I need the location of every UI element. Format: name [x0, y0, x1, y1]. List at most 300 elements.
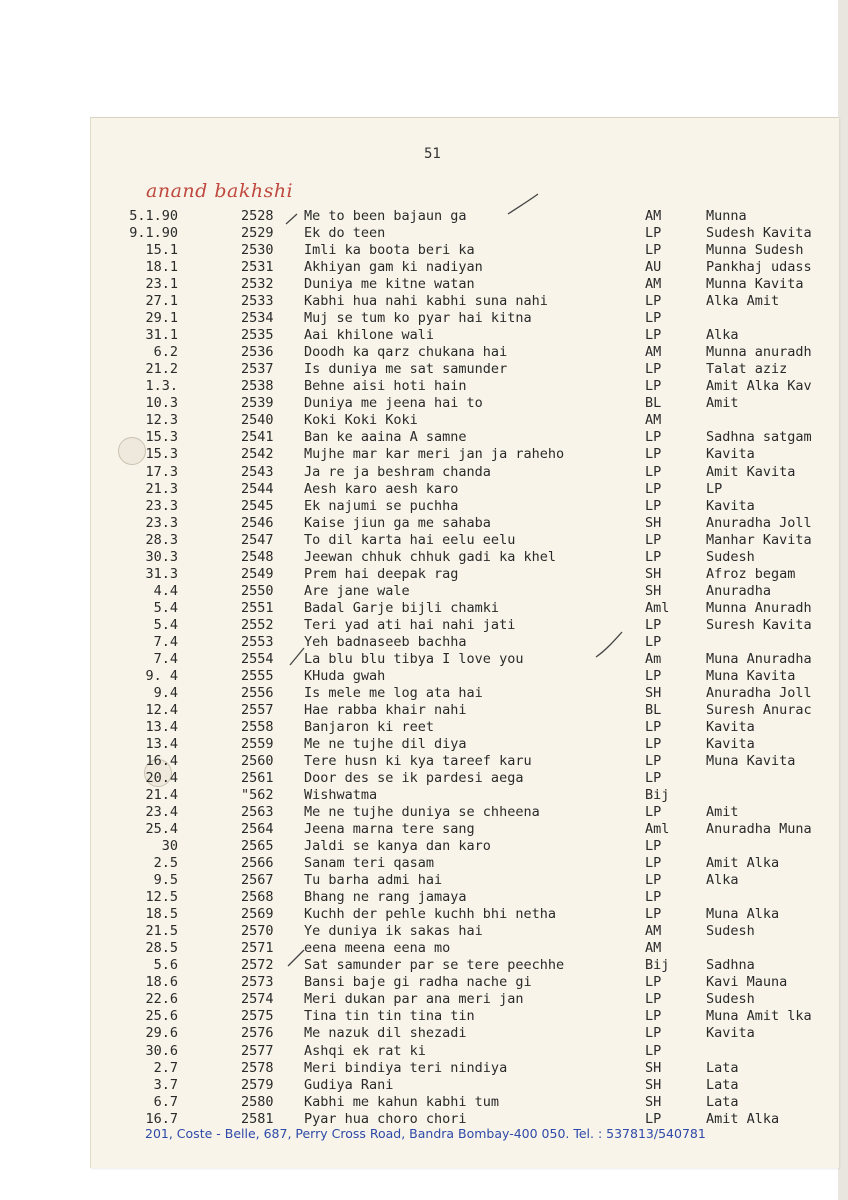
row-title: Sat samunder par se tere peechhe	[304, 957, 565, 974]
row-date: 23.3	[145, 514, 178, 531]
row-date: 2.7	[153, 1059, 178, 1076]
ledger-row	[0, 753, 848, 770]
ledger-row	[0, 651, 848, 668]
row-date: 28.5	[145, 940, 178, 957]
row-number: 2536	[241, 344, 274, 361]
row-date: 5.4	[153, 616, 178, 633]
row-label: LP	[645, 327, 662, 344]
row-date: 21.5	[145, 923, 178, 940]
row-number: 2572	[241, 957, 274, 974]
row-singers: LP	[706, 480, 723, 497]
row-label: LP	[645, 242, 662, 259]
row-title: Is duniya me sat samunder	[304, 361, 508, 378]
row-singers: Suresh Anurac	[706, 701, 812, 718]
row-title: Mujhe mar kar meri jan ja raheho	[304, 446, 565, 463]
row-title: Ban ke aaina A samne	[304, 429, 467, 446]
row-singers: Munna	[706, 208, 747, 224]
row-date: 18.5	[145, 906, 178, 923]
row-date: 16.7	[145, 1110, 178, 1127]
row-number: 2564	[241, 821, 274, 838]
row-date: 25.4	[145, 821, 178, 838]
row-date: 10.3	[145, 395, 178, 412]
row-title: Me ne tujhe dil diya	[304, 735, 467, 752]
row-singers: Sudesh	[706, 991, 755, 1008]
row-label: LP	[645, 378, 662, 395]
row-title: Prem hai deepak rag	[304, 565, 459, 582]
row-title: Muj se tum ko pyar hai kitna	[304, 310, 532, 327]
row-singers: Anuradha Joll	[706, 514, 812, 531]
row-label: AM	[645, 344, 662, 361]
ledger-row	[0, 685, 848, 702]
row-title: Is mele me log ata hai	[304, 684, 483, 701]
ledger-row	[0, 446, 848, 463]
row-singers: Suresh Kavita	[706, 616, 812, 633]
row-number: 2568	[241, 889, 274, 906]
ledger-row	[0, 1094, 848, 1111]
ledger-row	[0, 804, 848, 821]
row-date: 4.4	[153, 582, 178, 599]
row-singers: Munna Kavita	[706, 276, 804, 293]
ledger-row	[0, 923, 848, 940]
ledger-row	[0, 395, 848, 412]
row-title: Meri dukan par ana meri jan	[304, 991, 524, 1008]
ledger-row	[0, 532, 848, 549]
row-date: 12.4	[145, 701, 178, 718]
ledger-row	[0, 566, 848, 583]
row-date: 18.6	[145, 974, 178, 991]
row-number: 2565	[241, 838, 274, 855]
row-number: 2549	[241, 565, 274, 582]
row-singers: Sudesh	[706, 923, 755, 940]
row-number: 2553	[241, 633, 274, 650]
row-singers: Amit Alka Kav	[706, 378, 812, 395]
ledger-row	[0, 855, 848, 872]
ledger-row	[0, 259, 848, 276]
row-number: 2535	[241, 327, 274, 344]
row-singers: Kavita	[706, 446, 755, 463]
row-title: Me to been bajaun ga	[304, 208, 467, 224]
row-label: SH	[645, 1059, 662, 1076]
row-label: SH	[645, 684, 662, 701]
row-date: 30.6	[145, 1042, 178, 1059]
row-number: 2566	[241, 855, 274, 872]
row-title: KHuda gwah	[304, 667, 386, 684]
row-number: 2574	[241, 991, 274, 1008]
row-number: 2547	[241, 531, 274, 548]
row-title: Ek najumi se puchha	[304, 497, 459, 514]
row-title: La blu blu tibya I love you	[304, 650, 524, 667]
row-number: 2558	[241, 718, 274, 735]
row-singers: Sadhna satgam	[706, 429, 812, 446]
row-title: Banjaron ki reet	[304, 718, 435, 735]
row-singers: Kavita	[706, 718, 755, 735]
row-label: LP	[645, 991, 662, 1008]
row-title: Tu barha admi hai	[304, 872, 443, 889]
row-number: 2545	[241, 497, 274, 514]
row-singers: Munna anuradh	[706, 344, 812, 361]
row-label: LP	[645, 616, 662, 633]
ledger-row	[0, 549, 848, 566]
row-label: LP	[645, 548, 662, 565]
row-title: Kabhi me kahun kabhi tum	[304, 1093, 500, 1110]
row-title: Sanam teri qasam	[304, 855, 435, 872]
row-label: SH	[645, 514, 662, 531]
row-number: 2554	[241, 650, 274, 667]
row-label: Aml	[645, 821, 670, 838]
row-date: 30.3	[145, 548, 178, 565]
row-singers: Kavita	[706, 497, 755, 514]
ledger-row	[0, 464, 848, 481]
row-number: 2541	[241, 429, 274, 446]
row-date: 2.5	[153, 855, 178, 872]
ledger-row	[0, 821, 848, 838]
row-label: LP	[645, 753, 662, 769]
row-number: 2540	[241, 412, 274, 429]
ledger-row	[0, 1043, 848, 1060]
row-label: LP	[645, 429, 662, 446]
row-date: 15.3	[145, 429, 178, 446]
row-singers: Kavita	[706, 1025, 755, 1042]
row-date: 21.2	[145, 361, 178, 378]
ledger-row	[0, 957, 848, 974]
row-date: 16.4	[145, 753, 178, 769]
row-singers: Muna Anuradha	[706, 650, 812, 667]
row-title: Pyar hua choro chori	[304, 1110, 467, 1127]
row-number: 2531	[241, 259, 274, 276]
row-title: Jeena marna tere sang	[304, 821, 475, 838]
row-number: 2561	[241, 770, 274, 786]
row-label: AU	[645, 259, 662, 276]
row-singers: Amit	[706, 395, 739, 412]
row-date: 5.1.90	[129, 208, 178, 224]
row-singers: Kavita	[706, 735, 755, 752]
row-label: AM	[645, 923, 662, 940]
row-singers: Amit Kavita	[706, 463, 796, 480]
row-label: BL	[645, 395, 662, 412]
row-date: 31.3	[145, 565, 178, 582]
row-title: Duniya me kitne watan	[304, 276, 475, 293]
row-singers: Muna Alka	[706, 906, 780, 923]
row-label: LP	[645, 633, 662, 650]
row-title: Kabhi hua nahi kabhi suna nahi	[304, 293, 548, 310]
row-label: LP	[645, 361, 662, 378]
row-number: 2539	[241, 395, 274, 412]
row-number: 2581	[241, 1110, 274, 1127]
row-number: 2550	[241, 582, 274, 599]
row-date: 27.1	[145, 293, 178, 310]
row-singers: Manhar Kavita	[706, 531, 812, 548]
ledger-row	[0, 634, 848, 651]
ledger-row	[0, 1060, 848, 1077]
row-singers: Anuradha	[706, 582, 772, 599]
ledger-row	[0, 872, 848, 889]
row-label: LP	[645, 855, 662, 872]
ledger-row	[0, 702, 848, 719]
row-title: Gudiya Rani	[304, 1076, 394, 1093]
row-number: 2577	[241, 1042, 274, 1059]
row-singers: Muna Amit lka	[706, 1008, 812, 1025]
row-title: Yeh badnaseeb bachha	[304, 633, 467, 650]
row-title: Are jane wale	[304, 582, 410, 599]
row-number: 2546	[241, 514, 274, 531]
ledger-row	[0, 974, 848, 991]
page-number: 51	[424, 146, 441, 162]
row-label: LP	[645, 1025, 662, 1042]
letterhead-address: 201, Coste - Belle, 687, Perry Cross Road, Bandra Bombay-400 050. Tel. : 537813/540781	[145, 1126, 706, 1141]
row-title: Ek do teen	[304, 225, 386, 241]
row-date: 1.3.	[145, 378, 178, 395]
row-date: 23.4	[145, 804, 178, 821]
row-title: Badal Garje bijli chamki	[304, 599, 500, 616]
ledger-row	[0, 940, 848, 957]
row-date: 31.1	[145, 327, 178, 344]
row-label: Am	[645, 650, 662, 667]
row-date: 12.5	[145, 889, 178, 906]
row-singers: Munna Sudesh	[706, 242, 804, 259]
row-singers: Afroz begam	[706, 565, 796, 582]
row-label: LP	[645, 974, 662, 991]
row-date: 6.2	[153, 344, 178, 361]
ledger-row	[0, 498, 848, 515]
ledger-row	[0, 515, 848, 532]
row-label: AM	[645, 208, 662, 224]
row-singers: Amit	[706, 804, 739, 821]
row-label: LP	[645, 480, 662, 497]
ledger-row	[0, 344, 848, 361]
row-number: 2578	[241, 1059, 274, 1076]
row-label: LP	[645, 838, 662, 855]
ledger-row	[0, 293, 848, 310]
row-number: 2555	[241, 667, 274, 684]
ledger-row	[0, 208, 848, 225]
row-number: 2552	[241, 616, 274, 633]
row-number: 2544	[241, 480, 274, 497]
ledger-row	[0, 583, 848, 600]
ledger-row	[0, 889, 848, 906]
row-number: 2575	[241, 1008, 274, 1025]
row-date: 18.1	[145, 259, 178, 276]
row-label: LP	[645, 1008, 662, 1025]
row-date: 13.4	[145, 718, 178, 735]
row-label: Bij	[645, 957, 670, 974]
row-title: Kuchh der pehle kuchh bhi netha	[304, 906, 556, 923]
row-date: 9.4	[153, 684, 178, 701]
row-title: Ye duniya ik sakas hai	[304, 923, 483, 940]
row-title: Door des se ik pardesi aega	[304, 770, 524, 786]
ledger-row	[0, 327, 848, 344]
row-label: LP	[645, 310, 662, 327]
row-number: 2538	[241, 378, 274, 395]
row-number: 2532	[241, 276, 274, 293]
ledger-row	[0, 787, 848, 804]
row-title: Akhiyan gam ki nadiyan	[304, 259, 483, 276]
row-singers: Pankhaj udass	[706, 259, 812, 276]
row-date: 3.7	[153, 1076, 178, 1093]
ledger-row	[0, 1025, 848, 1042]
ledger-row	[0, 736, 848, 753]
ledger-row	[0, 481, 848, 498]
row-date: 28.3	[145, 531, 178, 548]
row-label: SH	[645, 1076, 662, 1093]
row-singers: Lata	[706, 1076, 739, 1093]
row-title: Jaldi se kanya dan karo	[304, 838, 491, 855]
row-date: 23.1	[145, 276, 178, 293]
row-number: 2528	[241, 208, 274, 224]
ledger-row	[0, 617, 848, 634]
row-label: AM	[645, 412, 662, 429]
row-number: 2551	[241, 599, 274, 616]
ledger-row	[0, 412, 848, 429]
row-label: LP	[645, 718, 662, 735]
row-label: LP	[645, 463, 662, 480]
row-label: BL	[645, 701, 662, 718]
ledger-row	[0, 225, 848, 242]
row-title: To dil karta hai eelu eelu	[304, 531, 516, 548]
row-singers: Sadhna	[706, 957, 755, 974]
ledger-row	[0, 719, 848, 736]
row-date: 22.6	[145, 991, 178, 1008]
row-number: 2580	[241, 1093, 274, 1110]
row-number: 2556	[241, 684, 274, 701]
row-number: 2569	[241, 906, 274, 923]
row-title: Duniya me jeena hai to	[304, 395, 483, 412]
row-label: LP	[645, 293, 662, 310]
row-singers: Lata	[706, 1093, 739, 1110]
row-date: 21.4	[145, 787, 178, 803]
row-label: LP	[645, 446, 662, 463]
row-singers: Muna Kavita	[706, 753, 796, 769]
ledger-row	[0, 429, 848, 446]
row-number: 2560	[241, 753, 274, 769]
row-number: 2563	[241, 804, 274, 821]
row-title: Behne aisi hoti hain	[304, 378, 467, 395]
row-singers: Alka Amit	[706, 293, 780, 310]
row-label: AM	[645, 940, 662, 957]
row-singers: Amit Alka	[706, 855, 780, 872]
row-singers: Amit Alka	[706, 1110, 780, 1127]
row-number: 2542	[241, 446, 274, 463]
row-label: SH	[645, 1093, 662, 1110]
row-number: 2570	[241, 923, 274, 940]
row-number: 2529	[241, 225, 274, 241]
row-singers: Alka	[706, 872, 739, 889]
row-number: 2557	[241, 701, 274, 718]
row-label: LP	[645, 906, 662, 923]
row-number: "562	[241, 787, 274, 803]
row-title: Aesh karo aesh karo	[304, 480, 459, 497]
row-number: 2571	[241, 940, 274, 957]
row-label: LP	[645, 1042, 662, 1059]
row-date: 5.4	[153, 599, 178, 616]
row-date: 12.3	[145, 412, 178, 429]
row-date: 29.1	[145, 310, 178, 327]
row-number: 2579	[241, 1076, 274, 1093]
ledger-row	[0, 310, 848, 327]
row-title: Tere husn ki kya tareef karu	[304, 753, 532, 769]
row-title: Tina tin tin tina tin	[304, 1008, 475, 1025]
row-label: Aml	[645, 599, 670, 616]
row-label: SH	[645, 582, 662, 599]
row-date: 15.1	[145, 242, 178, 259]
row-title: Jeewan chhuk chhuk gadi ka khel	[304, 548, 556, 565]
row-label: LP	[645, 889, 662, 906]
row-label: AM	[645, 276, 662, 293]
row-number: 2537	[241, 361, 274, 378]
row-date: 25.6	[145, 1008, 178, 1025]
row-date: 6.7	[153, 1093, 178, 1110]
row-number: 2567	[241, 872, 274, 889]
row-date: 30	[161, 838, 178, 855]
row-number: 2559	[241, 735, 274, 752]
row-singers: Anuradha Joll	[706, 684, 812, 701]
row-date: 29.6	[145, 1025, 178, 1042]
ledger-row	[0, 1008, 848, 1025]
row-date: 7.4	[153, 633, 178, 650]
row-title: Teri yad ati hai nahi jati	[304, 616, 516, 633]
row-date: 13.4	[145, 735, 178, 752]
row-singers: Sudesh Kavita	[706, 225, 812, 241]
row-label: LP	[645, 872, 662, 889]
handwritten-signature: anand bakhshi	[146, 180, 294, 202]
row-date: 7.4	[153, 650, 178, 667]
row-number: 2534	[241, 310, 274, 327]
row-title: eena meena eena mo	[304, 940, 451, 957]
row-label: LP	[645, 225, 662, 241]
row-title: Meri bindiya teri nindiya	[304, 1059, 508, 1076]
row-date: 20.4	[145, 770, 178, 786]
row-singers: Muna Kavita	[706, 667, 796, 684]
row-title: Me nazuk dil shezadi	[304, 1025, 467, 1042]
ledger-row	[0, 600, 848, 617]
row-number: 2548	[241, 548, 274, 565]
row-singers: Sudesh	[706, 548, 755, 565]
row-label: LP	[645, 1110, 662, 1127]
row-label: Bij	[645, 787, 670, 803]
ledger-row	[0, 361, 848, 378]
ledger-row	[0, 991, 848, 1008]
row-title: Ashqi ek rat ki	[304, 1042, 426, 1059]
row-title: Koki Koki Koki	[304, 412, 418, 429]
row-title: Hae rabba khair nahi	[304, 701, 467, 718]
ledger-row	[0, 838, 848, 855]
ledger-row	[0, 378, 848, 395]
ledger-row	[0, 242, 848, 259]
row-title: Bhang ne rang jamaya	[304, 889, 467, 906]
row-singers: Kavi Mauna	[706, 974, 788, 991]
row-label: SH	[645, 565, 662, 582]
row-date: 9.5	[153, 872, 178, 889]
row-date: 9.1.90	[129, 225, 178, 241]
row-title: Me ne tujhe duniya se chheena	[304, 804, 540, 821]
row-singers: Talat aziz	[706, 361, 788, 378]
row-label: LP	[645, 531, 662, 548]
row-date: 5.6	[153, 957, 178, 974]
row-singers: Anuradha Muna	[706, 821, 812, 838]
row-label: LP	[645, 770, 662, 786]
row-date: 23.3	[145, 497, 178, 514]
ledger-row	[0, 276, 848, 293]
row-title: Doodh ka qarz chukana hai	[304, 344, 508, 361]
row-number: 2530	[241, 242, 274, 259]
row-singers: Munna Anuradh	[706, 599, 812, 616]
row-date: 15.3	[145, 446, 178, 463]
row-date: 21.3	[145, 480, 178, 497]
row-number: 2543	[241, 463, 274, 480]
row-number: 2533	[241, 293, 274, 310]
row-date: 9. 4	[145, 667, 178, 684]
ledger-row	[0, 1077, 848, 1094]
ledger-row	[0, 906, 848, 923]
